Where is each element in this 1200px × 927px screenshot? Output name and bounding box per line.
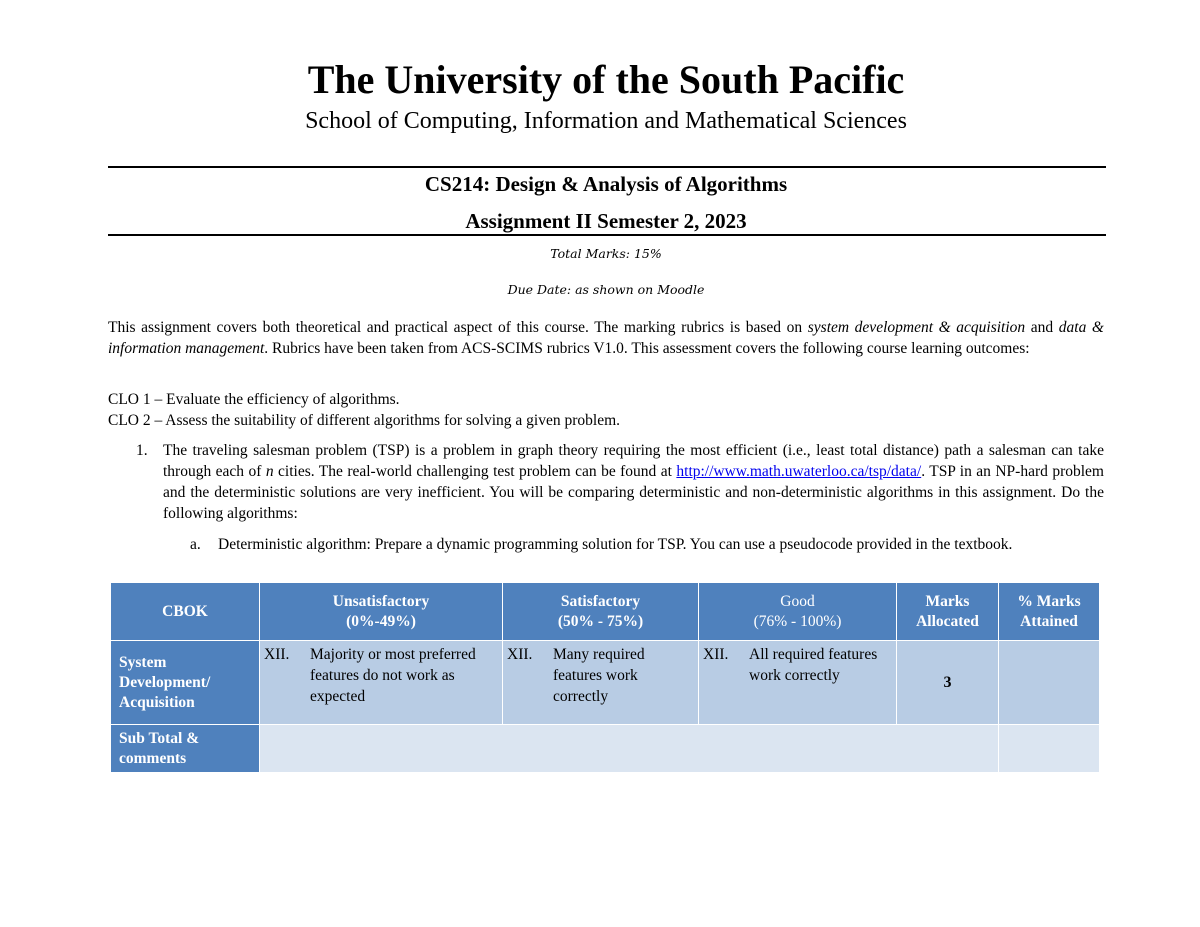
rubric-header-row xyxy=(111,583,1100,641)
question-1a-number: a. xyxy=(190,536,201,553)
bottom-rule xyxy=(108,234,1106,236)
intro-text-2: and xyxy=(1025,319,1059,336)
header-marks-attained-2: Attained xyxy=(1020,612,1078,630)
question-1-number: 1. xyxy=(136,442,148,459)
criterion-good-number: XII. xyxy=(703,646,729,663)
subtotal-comments xyxy=(260,725,999,773)
header-sat-range: (50% - 75%) xyxy=(557,612,644,630)
header-good-range: (76% - 100%) xyxy=(753,612,842,630)
intro-italic-1: system development & acquisition xyxy=(807,319,1026,336)
clo-1: CLO 1 – Evaluate the efficiency of algorithms. xyxy=(108,391,400,408)
header-marks-allocated xyxy=(897,583,999,641)
question-1-text-c: . TSP in an NP-hard problem and the deterministic solutions are very inefficient. You will be comparing deterministic and non-deterministic algorithms in this assignment. Do the following algorithms: xyxy=(163,463,1104,522)
assignment-title: Assignment II Semester 2, 2023 xyxy=(465,209,747,233)
row-label-system-development xyxy=(111,641,260,725)
due-date: Due Date: as shown on Moodle xyxy=(507,282,705,297)
header-cbok-label: CBOK xyxy=(162,602,208,620)
header-unsatisfactory xyxy=(260,583,503,641)
course-title: CS214: Design & Analysis of Algorithms xyxy=(424,172,788,196)
total-marks: Total Marks: 15% xyxy=(550,246,662,261)
header-marks-allocated-2: Allocated xyxy=(916,612,979,630)
criterion-good-text: All required features work correctly xyxy=(749,646,878,684)
school-subtitle: School of Computing, Information and Mathematical Sciences xyxy=(305,108,907,134)
subtotal-attained xyxy=(999,725,1100,773)
question-1-text-a: The traveling salesman problem (TSP) is a problem in graph theory requiring the most efficient (i.e., least total distance) path a salesman can take through each of xyxy=(163,442,1104,480)
row-label-line-1: System xyxy=(119,653,167,671)
subtotal-label-line-1: Sub Total & xyxy=(119,729,200,747)
marks-allocated-value: 3 xyxy=(897,641,999,725)
intro-paragraph xyxy=(108,317,1104,359)
header-sat-title: Satisfactory xyxy=(560,592,641,610)
criterion-good xyxy=(699,641,897,725)
criterion-unsatisfactory xyxy=(260,641,503,725)
criterion-sat-number: XII. xyxy=(507,646,533,663)
rubric-table xyxy=(110,582,1100,773)
criterion-sat-text: Many required features work correctly xyxy=(553,646,645,705)
top-rule xyxy=(108,166,1106,168)
tsp-data-link[interactable]: http://www.math.uwaterloo.ca/tsp/data/ xyxy=(676,463,922,480)
header-unsat-range: (0%-49%) xyxy=(346,612,416,630)
header-marks-attained xyxy=(999,583,1100,641)
question-1-text xyxy=(163,440,1104,524)
criterion-unsat-text: Majority or most preferred features do not work as expected xyxy=(310,646,476,705)
header-good xyxy=(699,583,897,641)
subtotal-label-line-2: comments xyxy=(119,749,187,767)
row-label-line-2: Development/ xyxy=(119,673,211,691)
university-title: The University of the South Pacific xyxy=(307,57,905,102)
header-marks-allocated-1: Marks xyxy=(925,592,970,610)
header-cbok xyxy=(111,583,260,641)
header-marks-attained-1: % Marks xyxy=(1017,592,1081,610)
intro-italic-2: data & information management xyxy=(108,319,1104,357)
clo-2: CLO 2 – Assess the suitability of different algorithms for solving a given problem. xyxy=(108,412,621,429)
intro-text-3: . Rubrics have been taken from ACS-SCIMS rubrics V1.0. This assessment covers the following course learning outcomes: xyxy=(264,340,1030,357)
header-good-title: Good xyxy=(780,592,815,610)
marks-attained-value xyxy=(999,641,1100,725)
row-label-subtotal xyxy=(111,725,260,773)
question-1-var: n xyxy=(265,463,274,480)
criterion-satisfactory xyxy=(503,641,699,725)
header-unsat-title: Unsatisfactory xyxy=(332,592,430,610)
criterion-unsat-number: XII. xyxy=(264,646,290,663)
rubric-row-system-development xyxy=(111,641,1100,725)
header-satisfactory xyxy=(503,583,699,641)
intro-text-1: This assignment covers both theoretical and practical aspect of this course. The marking rubrics is based on xyxy=(108,319,808,336)
question-1a-text: Deterministic algorithm: Prepare a dynamic programming solution for TSP. You can use a pseudocode provided in the textbook. xyxy=(218,536,1013,553)
rubric-row-subtotal xyxy=(111,725,1100,773)
row-label-line-3: Acquisition xyxy=(119,693,195,711)
question-1-text-b: cities. The real-world challenging test problem can be found at xyxy=(273,463,677,480)
